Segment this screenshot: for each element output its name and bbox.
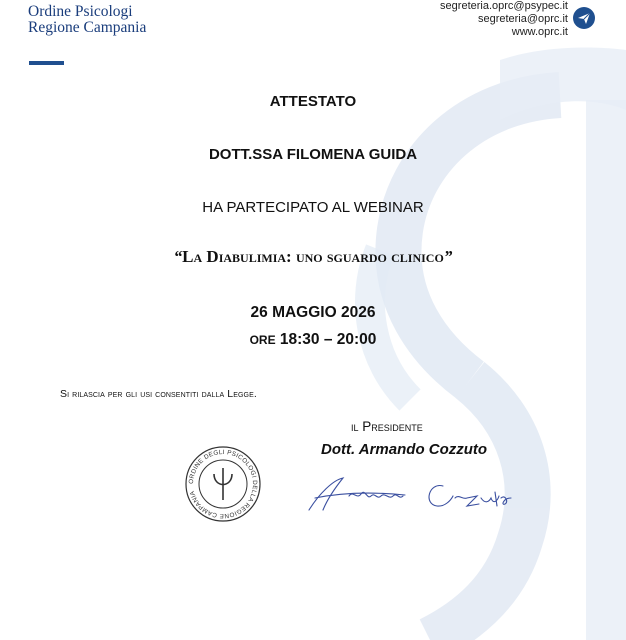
organization-name bbox=[28, 4, 146, 36]
recipient-name: DOTT.SSA FILOMENA GUIDA bbox=[208, 146, 418, 163]
signatory-name: Dott. Armando Cozzuto bbox=[321, 441, 488, 458]
official-seal-stamp bbox=[183, 444, 263, 524]
organization-name-line2: Regione Campania bbox=[28, 19, 147, 36]
contact-website[interactable]: www.oprc.it bbox=[511, 26, 568, 38]
signatory-role: il Presidente bbox=[351, 419, 423, 434]
quote-open: “ bbox=[173, 247, 183, 266]
seal-text: ORDINE DEGLI PSICOLOGI DELLA REGIONE CAMPANIA bbox=[187, 448, 259, 520]
certificate-title: ATTESTATO bbox=[269, 93, 357, 110]
contact-pec-email[interactable]: segreteria.oprc@psypec.it bbox=[440, 0, 568, 12]
webinar-time bbox=[0, 331, 626, 349]
send-paper-plane-icon bbox=[573, 7, 595, 29]
webinar-title bbox=[0, 247, 626, 267]
contact-email[interactable]: segreteria@oprc.it bbox=[477, 13, 568, 25]
organization-name-line1: Ordine Psicologi bbox=[28, 3, 133, 20]
participation-statement: HA PARTECIPATO AL WEBINAR bbox=[202, 199, 424, 216]
header-accent-rule bbox=[29, 61, 64, 65]
webinar-title-text: La Diabulimia: uno sguardo clinico bbox=[182, 247, 444, 266]
time-range: 18:30 – 20:00 bbox=[279, 331, 377, 348]
quote-close: ” bbox=[443, 247, 453, 266]
contact-block bbox=[440, 0, 568, 39]
handwritten-signature bbox=[305, 468, 515, 518]
webinar-date: 26 MAGGIO 2026 bbox=[250, 304, 376, 321]
time-prefix: ORE bbox=[249, 333, 276, 347]
release-note: Si rilascia per gli usi consentiti dalla Legge. bbox=[60, 388, 257, 400]
